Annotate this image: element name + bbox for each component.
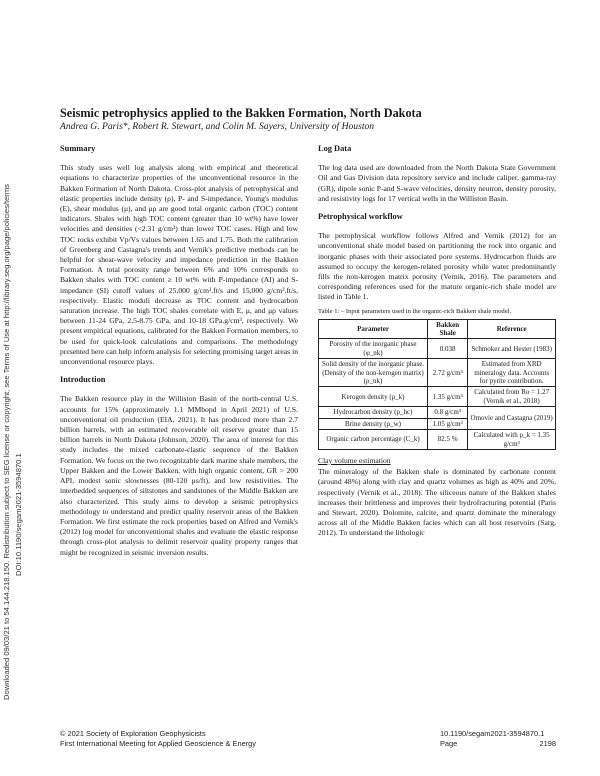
table-cell-value: 1.05 g/cm³ (428, 418, 468, 429)
table-cell-value: 2.72 g/cm³ (428, 359, 468, 387)
header-parameter: Parameter (319, 319, 428, 339)
table-row (319, 387, 556, 407)
table-cell-reference: Calculated with ρ_k = 1.35 g/cm³ (468, 430, 556, 450)
log-data-heading: Log Data (318, 144, 352, 153)
header-bakken-shale: Bakken Shale (428, 319, 468, 339)
footer-doi: 10.1190/segam2021-3594870.1 (440, 729, 545, 738)
table-header-row (319, 319, 556, 339)
clay-subheading: Clay volume estimation (318, 455, 391, 465)
table-row (319, 407, 556, 418)
right-column (318, 136, 556, 544)
workflow-text: The petrophysical workflow follows Alfred and Vernik (2012) for an unconventional shale model based on partitioning the rock into organic and inorganic phases with their associated pore systems. Hydrocarbon fluids are assumed to occupy the kerogen-related porosity while water predominantly fills the non-kerogen matrix porosity (Vernik, 2016). The parameters and corresponding references used for the mature organic-rich shale model are listed in Table 1. (318, 231, 556, 302)
footer-right (440, 729, 556, 749)
table-row (319, 359, 556, 387)
download-notice-sidebar (2, 40, 28, 740)
footer-left (60, 729, 256, 749)
copyright-text: © 2021 Society of Exploration Geophysicists (60, 729, 206, 738)
table-cell-reference: Schmoker and Hester (1983) (468, 339, 556, 359)
introduction-text: The Bakken resource play in the Williston Basin of the north-central U.S. accounts for 15% (approximately 1.1 MMbopd in April 2021) of U.S. unconventional oil production (EIA, 2021). It has produced more than 2.7 billion barrels, with an estimated recoverable oil reserve greater than 15 billion barrels in North Dakota (Johnson, 2020). The area of interest for this study includes the mixed carbonate-clastic sequence of the Bakken Formation. We focus on the two recognizable dark marine shale members, the Upper Bakken and the Lower Bakken, with high organic content, GR > 200 API, modest sonic slownesses (80-120 μs/ft), and low resistivities. The interbedded sequences of siltstones and sandstones of the Middle Bakken are also characterized. This study aims to develop a seismic petrophysics methodology to understand and predict quality reservoir areas of the Bakken Formation. We first estimate the rock properties based on Alfred and Vernik's (2012) log model for unconventional shales and evaluate the elastic response through cross-plot analysis to delimit reservoir quality property ranges that might be recognized in seismic inversion results. (60, 394, 298, 557)
log-data-text: The log data used are downloaded from the North Dakota State Government Oil and Gas Division data repository service and include caliper, gamma-ray (GR), dipole sonic P-and S-wave velocities, density neutron, density porosity, and resistivity logs for 17 vertical wells in the Williston Basin. (318, 163, 556, 203)
table-cell-parameter: Solid density of the inorganic phase. (Density of the non-kerogen matrix) (ρ_nk) (319, 359, 428, 387)
table-cell-parameter: Porosity of the inorganic phase (φ_nk) (319, 339, 428, 359)
table-cell-value: 0.8 g/cm³ (428, 407, 468, 418)
summary-heading: Summary (60, 144, 96, 153)
table-caption: Table 1: – Input parameters used in the organic-rich Bakken shale model. (318, 307, 512, 315)
table-row (319, 339, 556, 359)
table-cell-parameter: Brine density (ρ_w) (319, 418, 428, 429)
table-cell-reference: Estimated from XRD mineralogy data. Accounts for pyrite contribution. (468, 359, 556, 387)
table-cell-parameter: Organic carbon percentage (C_k) (319, 430, 428, 450)
summary-text: This study uses well log analysis along with empirical and theoretical equations to characterize properties of the unconventional resource in the Bakken Formation of North Dakota. Cross-plot analysis of petrophysical and elastic properties include density (ρ), P- and S-impedance, Young's modulus (E), shear modulus (μ), and μρ are good total organic carbon (TOC) content indicators. Shales with high TOC content (greater than 10 wt%) have lower velocities and densities (<2.31 g/cm³) than lower TOC cases. High and low TOC rocks exhibit Vp/Vs values between 1.65 and 1.75. Both the calibration of Greenberg and Castagna's trends and Vernik's predictive methods can be helpful for shear-wave velocity and impedance prediction in the Bakken Formation. A total porosity range between 6% and 10% corresponds to Bakken shales with TOC content ≥ 10 wt% with P-impedance (AI) and S-impedance (SI) cutoff values of 25,000 g/cm³.ft/s and 15,000 g/cm³.ft/s, respectively. Elastic moduli decrease as TOC content and hydrocarbon saturation increase. The high TOC shales correlate with E, μ, and μρ values between 11-24 GPa, 2.5-8.75 GPa, and 10-18 GPa.g/cm³, respectively. We present empirical equations, calibrated for the Bakken Formation members, to be used for quick-look calculations and comparisons. The methodology presented here can help inform analysis for selecting promising target areas in unconventional resource plays. (60, 163, 298, 367)
header-reference: Reference (468, 319, 556, 339)
page-label: Page (440, 739, 458, 748)
parameters-table (318, 319, 556, 450)
table-cell-value: 82.5 % (428, 430, 468, 450)
table-cell-reference: Omovie and Castagna (2019) (468, 407, 556, 430)
introduction-heading: Introduction (60, 375, 106, 385)
workflow-heading: Petrophysical workflow (318, 212, 403, 222)
page-indicator (440, 739, 556, 749)
meeting-text: First International Meeting for Applied Geoscience & Energy (60, 739, 256, 748)
download-notice-text: Downloaded 09/03/21 to 54.144.218.150. Redistribution subject to SEG license or copyright; see Terms of Use at http://library.seg.org/page/policies/terms (2, 184, 11, 700)
left-column (60, 136, 298, 563)
table-cell-reference: Calculated from Ro = 1.27 (Vernik et al., 2018) (468, 387, 556, 407)
table-cell-parameter: Kerogen density (ρ_k) (319, 387, 428, 407)
table-row (319, 430, 556, 450)
table-cell-value: 1.35 g/cm³ (428, 387, 468, 407)
table-cell-value: 0.038 (428, 339, 468, 359)
page-number: 2198 (539, 739, 556, 748)
paper-authors: Andrea G. Paris*, Robert R. Stewart, and Colin M. Sayers, University of Houston (60, 121, 375, 132)
doi-sidebar-text: DOI:10.1190/segam2021-3594870.1 (14, 453, 23, 576)
clay-text: The mineralogy of the Bakken shale is dominated by carbonate content (around 48%) along with clay and quartz volumes as high as 40% and 20%, respectively (Vernik et al., 2018). The siliceous nature of the Bakken shales increases their brittleness and improves their hydrofracturing potential (Paris and Stewart, 2020). Dolomite, calcite, and quartz dominate the mineralogy across all of the Middle Bakken facies which can all host reservoirs (Sarg, 2012). To understand the lithologic (318, 467, 556, 538)
table-cell-parameter: Hydrocarbon density (ρ_hc) (319, 407, 428, 418)
paper-title: Seismic petrophysics applied to the Bakken Formation, North Dakota (60, 106, 422, 120)
